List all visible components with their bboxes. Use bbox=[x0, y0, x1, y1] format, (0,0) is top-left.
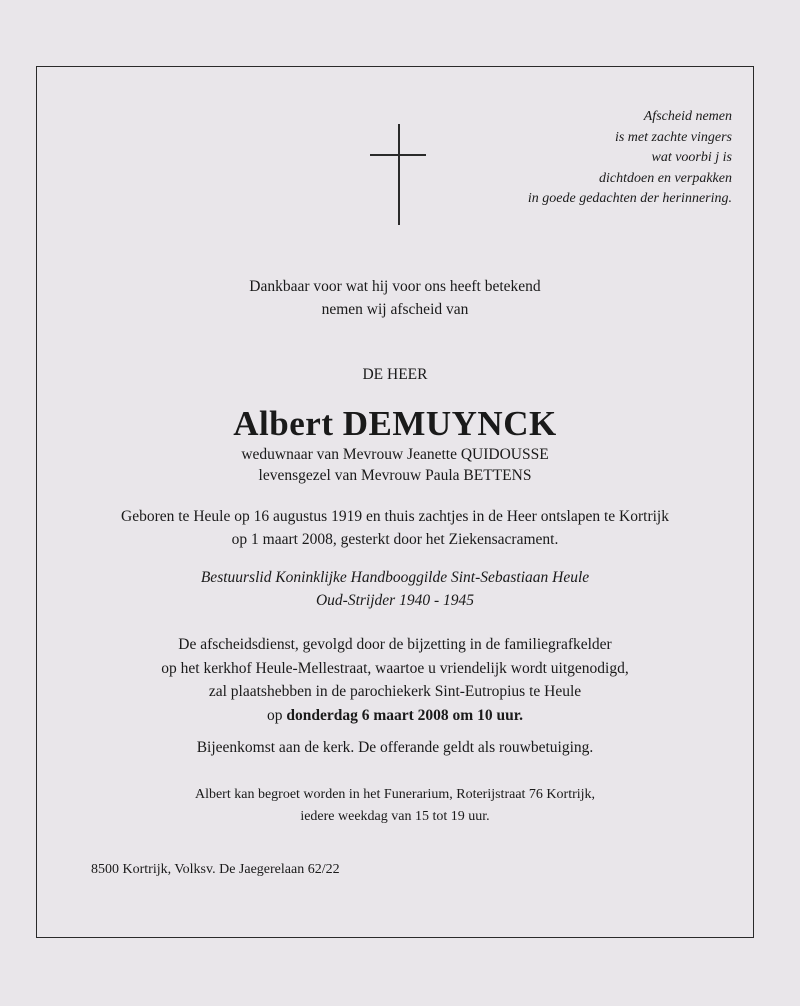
service-line: De afscheidsdienst, gevolgd door de bijzetting in de familiegrafkelder bbox=[178, 636, 612, 653]
birth-death-text bbox=[36, 505, 754, 551]
honorary-titles bbox=[36, 567, 754, 612]
intro-line: Dankbaar voor wat hij voor ons heeft betekend bbox=[249, 278, 541, 295]
title-line: Bestuurslid Koninklijke Handbooggilde Sint-Sebastiaan Heule bbox=[200, 569, 590, 586]
birth-line: Geboren te Heule op 16 augustus 1919 en thuis zachtjes in de Heer ontslapen te Kortrijk bbox=[121, 508, 669, 525]
poem-line: is met zachte vingers bbox=[614, 129, 732, 145]
spouse-line: levensgezel van Mevrouw Paula BETTENS bbox=[258, 467, 532, 484]
deceased-name: Albert DEMUYNCK bbox=[233, 404, 557, 443]
gathering-text: Bijeenkomst aan de kerk. De offerande geldt als rouwbetuiging. bbox=[196, 739, 594, 756]
service-date-line bbox=[36, 704, 754, 728]
service-line: zal plaatshebben in de parochiekerk Sint-Eutropius te Heule bbox=[208, 683, 582, 700]
honorific: DE HEER bbox=[362, 366, 428, 383]
poem-line: wat voorbi j is bbox=[651, 150, 732, 165]
service-date: donderdag 6 maart 2008 om 10 uur. bbox=[286, 706, 524, 724]
spouses-text bbox=[36, 444, 754, 486]
viewing-line: Albert kan begroet worden in het Funerarium, Roterijstraat 76 Kortrijk, bbox=[194, 787, 596, 802]
viewing-details bbox=[36, 784, 754, 828]
poem-line: in goede gedachten der herinnering. bbox=[527, 191, 732, 206]
service-line: op het kerkhof Heule-Mellestraat, waartoe u vriendelijk wordt uitgenodigd, bbox=[161, 659, 629, 677]
cross-vertical-bar bbox=[398, 124, 400, 225]
service-date-prefix: op bbox=[266, 706, 287, 724]
poem-line: Afscheid nemen bbox=[643, 109, 732, 124]
title-line: Oud-Strijder 1940 - 1945 bbox=[315, 591, 474, 609]
spouse-line: weduwnaar van Mevrouw Jeanette QUIDOUSSE bbox=[241, 446, 549, 463]
poem-line: dichtdoen en verpakken bbox=[599, 170, 732, 186]
viewing-line: iedere weekdag van 15 tot 19 uur. bbox=[300, 809, 490, 824]
intro-text bbox=[36, 276, 754, 321]
intro-line: nemen wij afscheid van bbox=[321, 300, 469, 318]
service-details bbox=[36, 633, 754, 727]
birth-line: op 1 maart 2008, gesterkt door het Ziekensacrament. bbox=[231, 531, 559, 548]
poem bbox=[412, 107, 732, 210]
family-address: 8500 Kortrijk, Volksv. De Jaegerelaan 62/22 bbox=[91, 862, 340, 877]
